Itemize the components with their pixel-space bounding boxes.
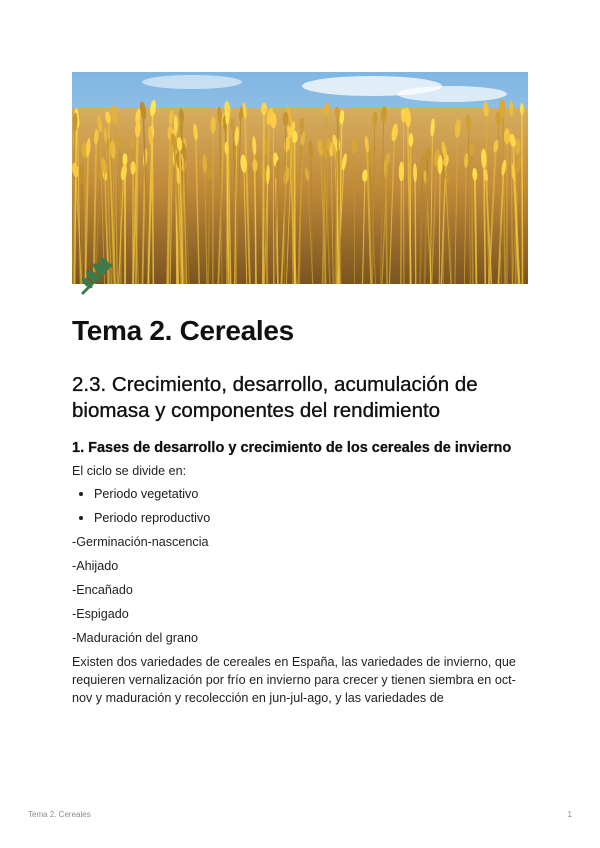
section-heading: 2.3. Crecimiento, desarrollo, acumulación de biomasa y componentes del rendimiento <box>72 373 478 422</box>
footer-doc-name: Tema 2. Cereales <box>28 810 91 819</box>
footer-page-number: 1 <box>567 810 572 819</box>
wheat-sprig-icon <box>78 258 116 296</box>
stage-item: -Maduración del grano <box>72 631 199 645</box>
intro-text: El ciclo se divide en: <box>72 464 187 478</box>
body-paragraph: Existen dos variedades de cereales en España, las variedades de invierno, que requieren vernalización por frío en invierno para crecer y tienen siembra en oct-nov y maduración y recolección en jun-jul-ago, y las variedades de <box>72 655 516 705</box>
list-item: Periodo reproductivo <box>72 509 532 527</box>
page-title: Tema 2. Cereales <box>72 315 294 346</box>
list-item: Periodo vegetativo <box>72 485 532 503</box>
page-content <box>72 314 532 707</box>
subsection-heading: 1. Fases de desarrollo y crecimiento de los cereales de invierno <box>72 440 512 456</box>
cover-image <box>72 72 528 284</box>
stage-item: -Espigado <box>72 607 129 621</box>
stage-item: -Germinación-nascencia <box>72 535 209 549</box>
stage-list <box>72 533 532 647</box>
stage-item: -Ahijado <box>72 559 119 573</box>
stage-item: -Encañado <box>72 583 133 597</box>
period-list <box>72 485 532 527</box>
